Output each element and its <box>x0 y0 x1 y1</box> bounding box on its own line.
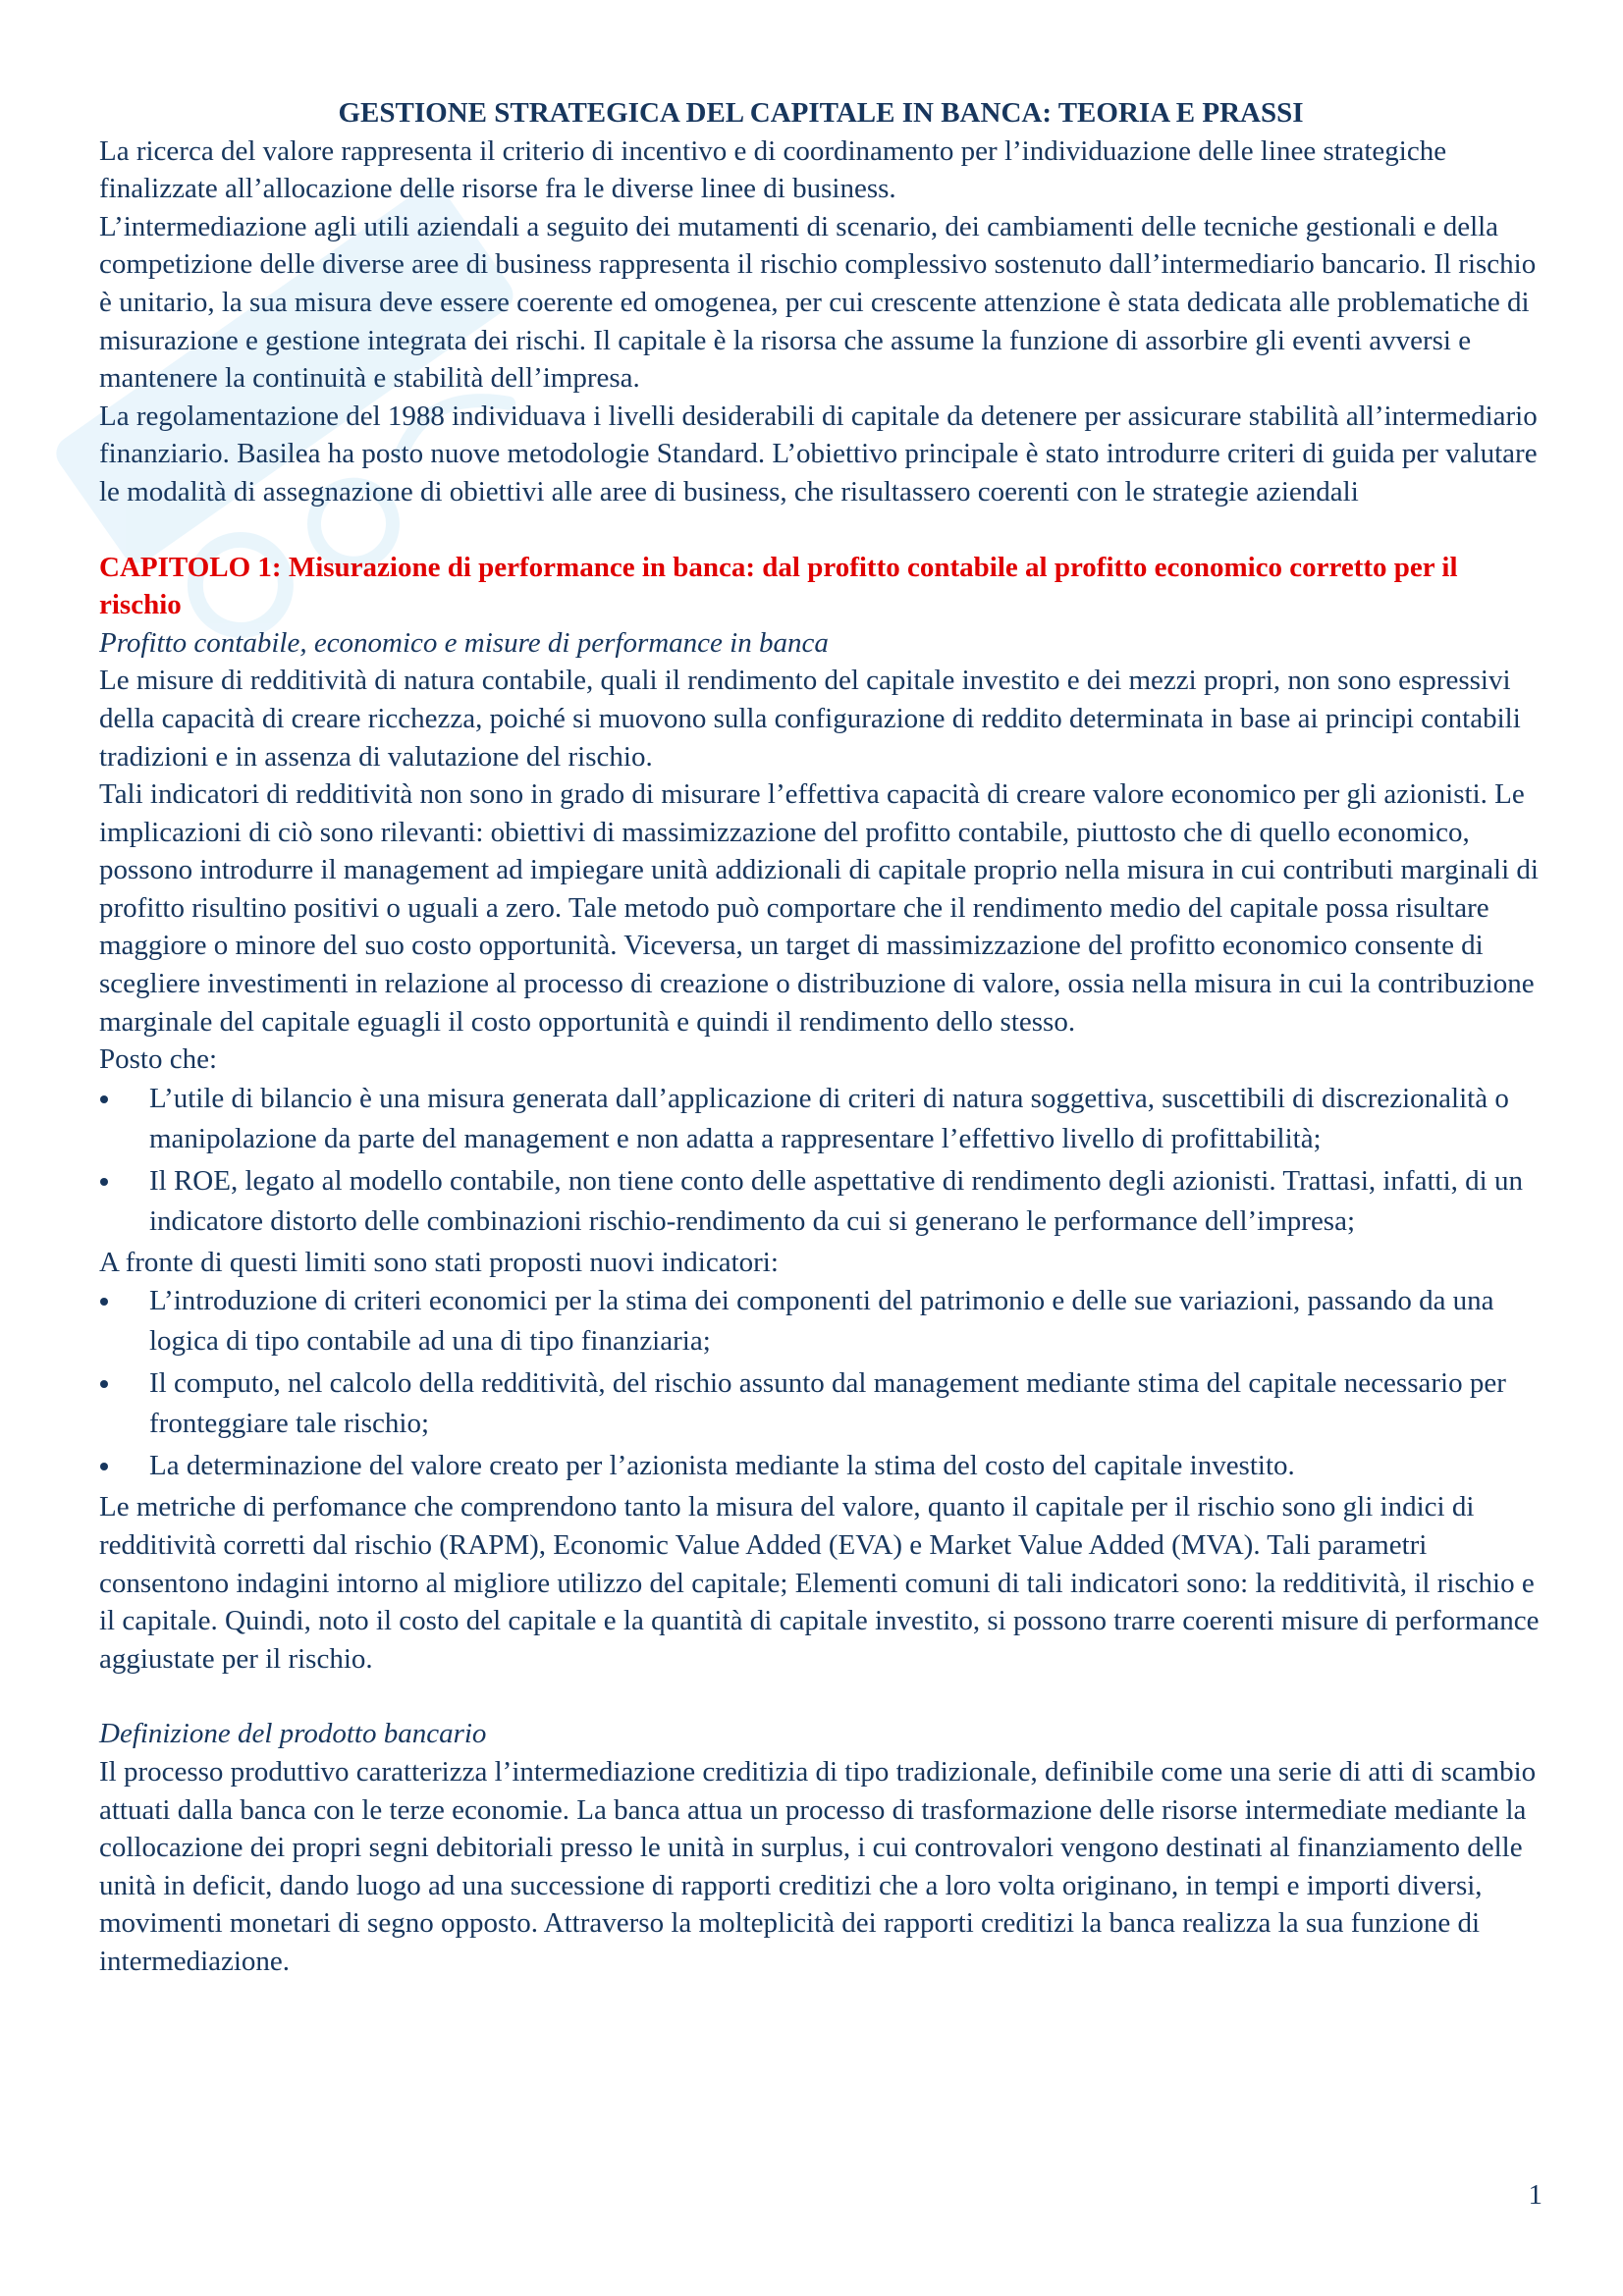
document-title: GESTIONE STRATEGICA DEL CAPITALE IN BANCA: TEORIA E PRASSI <box>338 97 1304 129</box>
section1-paragraph-3: Le metriche di perfomance che comprendono tanto la misura del valore, quanto il capitale per il rischio sono gli indici di redditività corretti dal rischio (RAPM), Economic Value Added (EVA) e Market Value Added (MVA). Tali parametri consentono indagini intorno al migliore utilizzo del capitale; Elementi comuni di tali indicatori sono: la redditività, il rischio e il capitale. Quindi, noto il costo del capitale e la quantità di capitale investito, si possono trarre coerenti misure di performance aggiustate per il rischio. <box>99 1491 1540 1675</box>
spacer <box>99 511 1542 549</box>
bullet-item: Il computo, nel calcolo della redditività, del rischio assunto dal management mediante stima del capitale necessario per fronteggiare tale rischio; <box>99 1363 1542 1444</box>
lead-in-nuovi-indicatori: A fronte di questi limiti sono stati proposti nuovi indicatori: <box>99 1246 779 1278</box>
bullet-item: L’introduzione di criteri economici per la stima dei componenti del patrimonio e delle sue variazioni, passando da una logica di tipo contabile ad una di tipo finanziaria; <box>99 1281 1542 1362</box>
lead-in-posto-che: Posto che: <box>99 1043 218 1076</box>
intro-paragraph-1: La ricerca del valore rappresenta il criterio di incentivo e di coordinamento per l’individuazione delle linee strategiche finalizzate all’allocazione delle risorse fra le diverse linee di business. <box>99 134 1447 205</box>
bullet-item: L’utile di bilancio è una misura generata dall’applicazione di criteri di natura soggettiva, suscettibili di discrezionalità o manipolazione da parte del management e non adatta a rappresentare l’effettivo livello di profittabilità; <box>99 1079 1542 1159</box>
bullet-item: Il ROE, legato al modello contabile, non tiene conto delle aspettative di rendimento degli azionisti. Trattasi, infatti, di un indicatore distorto delle combinazioni rischio-rendimento da cui si generano le performance dell’impresa; <box>99 1161 1542 1242</box>
section1-paragraph-1: Le misure di redditività di natura contabile, quali il rendimento del capitale investito e dei mezzi propri, non sono espressivi della capacità di creare ricchezza, poiché si muovono sulla configurazione di reddito determinata in base ai principi contabili tradizioni e in assenza di valutazione del rischio. <box>99 665 1521 773</box>
intro-paragraph-3: La regolamentazione del 1988 individuava i livelli desiderabili di capitale da detenere per assicurare stabilità all’intermediario finanziario. Basilea ha posto nuove metodologie Standard. L’obiettivo principale è stato introdurre criteri di guida per valutare le modalità di assegnazione di obiettivi alle aree di business, che risultassero coerenti con le strategie aziendali <box>99 400 1538 507</box>
intro-paragraph-2: L’intermediazione agli utili aziendali a seguito dei mutamenti di scenario, dei cambiamenti delle tecniche gestionali e della competizione delle diverse aree di business rappresenta il rischio complessivo sostenuto dall’intermediario bancario. Il rischio è unitario, la sua misura deve essere coerente ed omogenea, per cui crescente attenzione è stata dedicata alle problematiche di misurazione e gestione integrata dei rischi. Il capitale è la risorsa che assume la funzione di assorbire gli eventi avversi e mantenere la continuità e stabilità dell’impresa. <box>99 210 1537 395</box>
bullet-list-limits <box>99 1079 1542 1242</box>
bullet-item: La determinazione del valore creato per l’azionista mediante la stima del costo del capitale investito. <box>99 1446 1542 1486</box>
section1-paragraph-2: Tali indicatori di redditività non sono in grado di misurare l’effettiva capacità di creare valore economico per gli azionisti. Le implicazioni di ciò sono rilevanti: obiettivi di massimizzazione del profitto contabile, piuttosto che di quello economico, possono introdurre il management ad impiegare unità addizionali di capitale proprio nella misura in cui contributi marginali di profitto risultino positivi o uguali a zero. Tale metodo può comportare che il rendimento medio del capitale possa risultare maggiore o minore del suo costo opportunità. Viceversa, un target di massimizzazione del profitto economico consente di scegliere investimenti in relazione al processo di creazione o distribuzione di valore, ossia nella misura in cui la contribuzione marginale del capitale eguagli il costo opportunità e quindi il rendimento dello stesso. <box>99 778 1539 1038</box>
page-number: 1 <box>1528 2179 1542 2211</box>
document-page <box>99 94 1542 1981</box>
chapter-heading: CAPITOLO 1: Misurazione di performance in banca: dal profitto contabile al profitto economico corretto per il rischio <box>99 551 1458 621</box>
section-heading-prodotto-bancario: Definizione del prodotto bancario <box>99 1718 487 1750</box>
section-heading-profitto: Profitto contabile, economico e misure di performance in banca <box>99 626 829 659</box>
spacer <box>99 1678 1542 1715</box>
bullet-list-indicators <box>99 1281 1542 1486</box>
section2-paragraph-1: Il processo produttivo caratterizza l’intermediazione creditizia di tipo tradizionale, definibile come una serie di atti di scambio attuati dalla banca con le terze economie. La banca attua un processo di trasformazione delle risorse intermediate mediante la collocazione dei propri segni debitoriali presso le unità in surplus, i cui controvalori vengono destinati al finanziamento delle unità in deficit, dando luogo ad una successione di rapporti creditizi che a loro volta originano, in tempi e importi diversi, movimenti monetari di segno opposto. Attraverso la molteplicità dei rapporti creditizi la banca realizza la sua funzione di intermediazione. <box>99 1756 1537 1977</box>
